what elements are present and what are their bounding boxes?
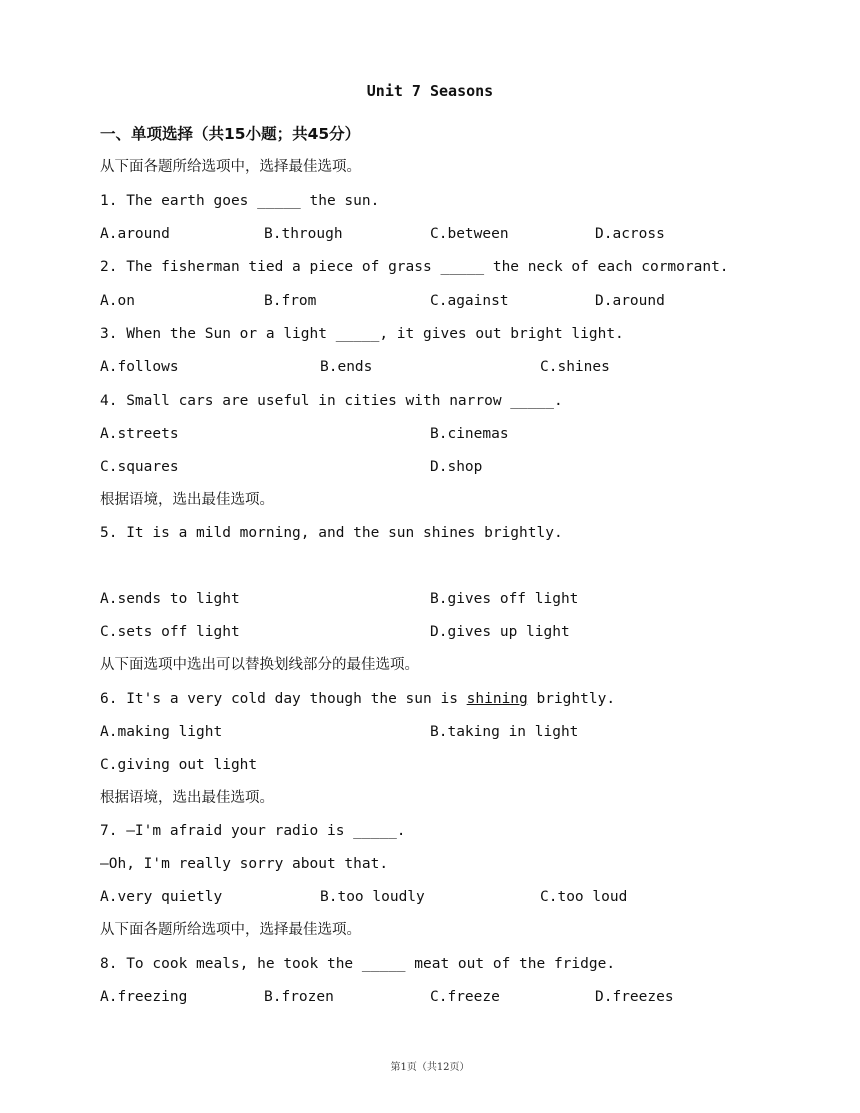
question-5-option-b[interactable]: B.gives off light xyxy=(430,591,579,607)
question-2-option-c[interactable]: C.against xyxy=(430,293,509,309)
instruction-text: 根据语境，选出最佳选项。 xyxy=(100,492,274,508)
question-6-stem xyxy=(100,690,615,708)
instruction-text: 根据语境，选出最佳选项。 xyxy=(100,790,274,806)
question-2-option-a[interactable]: A.on xyxy=(100,293,135,309)
question-5-stem: 5. It is a mild morning, and the sun shines brightly. xyxy=(100,525,563,541)
question-7-stem: 7. —I'm afraid your radio is _____. xyxy=(100,823,406,839)
question-8-option-b[interactable]: B.frozen xyxy=(264,989,334,1005)
question-1-option-b[interactable]: B.through xyxy=(264,226,343,242)
question-6-stem-pre: 6. It's a very cold day though the sun is xyxy=(100,691,467,707)
question-7-option-b[interactable]: B.too loudly xyxy=(320,889,425,905)
question-6-underlined-word: shining xyxy=(466,691,528,707)
question-1-option-c[interactable]: C.between xyxy=(430,226,509,242)
question-5-option-c[interactable]: C.sets off light xyxy=(100,624,240,640)
question-5-option-d[interactable]: D.gives up light xyxy=(430,624,570,640)
question-4-option-c[interactable]: C.squares xyxy=(100,459,179,475)
question-3-stem: 3. When the Sun or a light _____, it gives out bright light. xyxy=(100,326,624,342)
question-5-option-a[interactable]: A.sends to light xyxy=(100,591,240,607)
page-footer: 第1页（共12页） xyxy=(390,1062,470,1073)
question-6-option-a[interactable]: A.making light xyxy=(100,724,223,740)
question-6-option-c[interactable]: C.giving out light xyxy=(100,757,258,773)
question-7-response: —Oh, I'm really sorry about that. xyxy=(100,856,389,872)
section-heading: 一、单项选择（共15小题；共45分） xyxy=(100,125,361,143)
question-8-option-d[interactable]: D.freezes xyxy=(595,989,674,1005)
question-8-option-a[interactable]: A.freezing xyxy=(100,989,188,1005)
question-7-option-c[interactable]: C.too loud xyxy=(540,889,628,905)
question-1-option-d[interactable]: D.across xyxy=(595,226,665,242)
question-3-option-c[interactable]: C.shines xyxy=(540,359,610,375)
question-3-option-b[interactable]: B.ends xyxy=(320,359,373,375)
question-4-option-d[interactable]: D.shop xyxy=(430,459,483,475)
question-4-stem: 4. Small cars are useful in cities with narrow _____. xyxy=(100,393,563,409)
question-3-option-a[interactable]: A.follows xyxy=(100,359,179,375)
question-4-option-a[interactable]: A.streets xyxy=(100,426,179,442)
question-2-option-b[interactable]: B.from xyxy=(264,293,317,309)
instruction-text: 从下面各题所给选项中，选择最佳选项。 xyxy=(100,922,361,938)
question-2-option-d[interactable]: D.around xyxy=(595,293,665,309)
document-title: Unit 7 Seasons xyxy=(366,82,494,100)
instruction-text: 从下面各题所给选项中，选择最佳选项。 xyxy=(100,159,361,175)
question-8-option-c[interactable]: C.freeze xyxy=(430,989,500,1005)
question-6-option-b[interactable]: B.taking in light xyxy=(430,724,579,740)
question-1-stem: 1. The earth goes _____ the sun. xyxy=(100,193,380,209)
question-1-option-a[interactable]: A.around xyxy=(100,226,170,242)
question-8-stem: 8. To cook meals, he took the _____ meat out of the fridge. xyxy=(100,956,616,972)
question-2-stem: 2. The fisherman tied a piece of grass _____ the neck of each cormorant. xyxy=(100,259,729,275)
question-7-option-a[interactable]: A.very quietly xyxy=(100,889,223,905)
question-6-stem-post: brightly. xyxy=(527,691,616,707)
question-4-option-b[interactable]: B.cinemas xyxy=(430,426,509,442)
instruction-text: 从下面选项中选出可以替换划线部分的最佳选项。 xyxy=(100,657,419,673)
